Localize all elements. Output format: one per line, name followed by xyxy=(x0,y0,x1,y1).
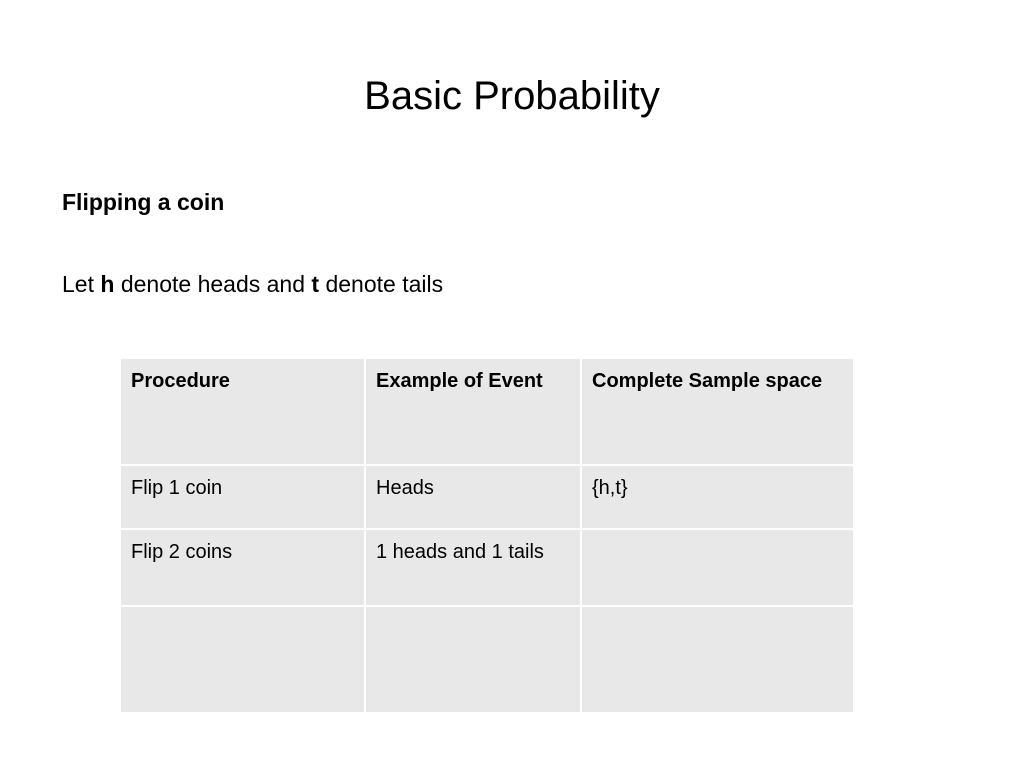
table-cell-sample-space xyxy=(581,529,854,606)
header-example-of-event: Example of Event xyxy=(365,358,581,465)
table-cell-sample-space: {h,t} xyxy=(581,465,854,529)
slide-title: Basic Probability xyxy=(364,74,660,118)
definition-text xyxy=(62,268,443,300)
table-cell-event: 1 heads and 1 tails xyxy=(365,529,581,606)
definition-middle: denote heads and xyxy=(114,271,312,297)
header-complete-sample-space: Complete Sample space xyxy=(581,358,854,465)
table-cell-event: Heads xyxy=(365,465,581,529)
sample-space-table xyxy=(119,357,855,714)
table-cell-procedure: Flip 2 coins xyxy=(120,529,365,606)
tails-symbol: t xyxy=(311,271,320,297)
table-cell-procedure xyxy=(120,606,365,713)
table-cell-sample-space xyxy=(581,606,854,713)
table-cell-procedure: Flip 1 coin xyxy=(120,465,365,529)
table-row xyxy=(120,529,854,606)
header-procedure: Procedure xyxy=(120,358,365,465)
table-header-row xyxy=(120,358,854,465)
definition-prefix: Let xyxy=(62,271,101,297)
table-row xyxy=(120,465,854,529)
table-row xyxy=(120,606,854,713)
section-heading: Flipping a coin xyxy=(62,189,225,215)
definition-suffix: denote tails xyxy=(319,271,444,297)
heads-symbol: h xyxy=(100,271,115,297)
table-cell-event xyxy=(365,606,581,713)
